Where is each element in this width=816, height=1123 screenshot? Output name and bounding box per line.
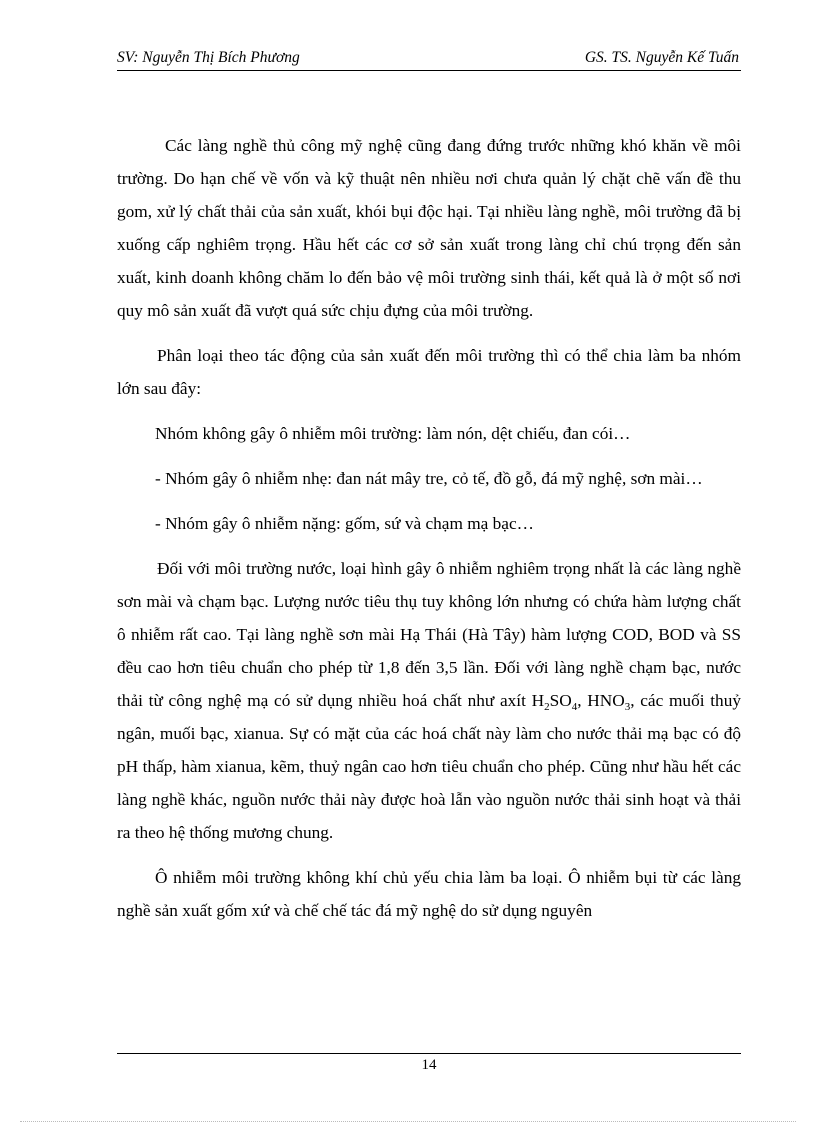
footer-divider	[117, 1053, 741, 1054]
subscript-hno3: 3	[624, 701, 631, 713]
page-number: 14	[421, 1057, 437, 1073]
header-supervisor-name: GS. TS. Nguyễn Kế Tuấn	[584, 49, 739, 66]
header-student-name: SV: Nguyễn Thị Bích Phương	[117, 49, 300, 66]
list-item-light-pollution: - Nhóm gây ô nhiễm nhẹ: đan nát mây tre, cỏ tế, đồ gỗ, đá mỹ nghệ, sơn mài…	[155, 469, 703, 488]
water-text-3: , HNO	[577, 691, 625, 710]
water-text-4: , các muối thuỷ ngân, muối bạc, xianua. Sự có mặt của các hoá chất này làm cho nước thải mạ bạc có độ pH thấp, hàm xianua, kẽm, thuỷ ngân cao hơn tiêu chuẩn cho phép. Cũng như hầu hết các làng nghề khác, nguồn nước thải này được hoà lẫn vào nguồn nước thải sinh hoạt và thải ra theo hệ thống mương chung.	[117, 691, 741, 842]
paragraph-air-pollution: Ô nhiễm môi trường không khí chủ yếu chia làm ba loại. Ô nhiễm bụi từ các làng nghề sản xuất gốm xứ và chế chế tác đá mỹ nghệ do sử dụng nguyên	[117, 868, 741, 920]
paragraph-water-pollution	[117, 552, 741, 849]
paragraph-classification-intro: Phân loại theo tác động của sản xuất đến môi trường thì có thể chia làm ba nhóm lớn sau đây:	[117, 346, 741, 398]
document-body	[117, 129, 741, 939]
paragraph-environment-issues: Các làng nghề thủ công mỹ nghệ cũng đang đứng trước những khó khăn về môi trường. Do hạn chế về vốn và kỹ thuật nên nhiều nơi chưa quản lý chặt chẽ vấn đề thu gom, xử lý chất thải của sản xuất, khói bụi độc hại. Tại nhiều làng nghề, môi trường đã bị xuống cấp nghiêm trọng. Hầu hết các cơ sở sản xuất trong làng chỉ chú trọng đến sản xuất, kinh doanh không chăm lo đến bảo vệ môi trường sinh thái, kết quả là ở một số nơi quy mô sản xuất đã vượt quá sức chịu đựng của môi trường.	[117, 136, 741, 320]
subscript-h2: 2	[544, 701, 550, 713]
list-item-no-pollution: Nhóm không gây ô nhiễm môi trường: làm nón, dệt chiếu, đan cói…	[155, 424, 631, 443]
water-text-1: Đối với môi trường nước, loại hình gây ô nhiễm nghiêm trọng nhất là các làng nghề sơn mài và chạm bạc. Lượng nước tiêu thụ tuy không lớn nhưng có chứa hàm lượng chất ô nhiễm rất cao. Tại làng nghề sơn mài Hạ Thái (Hà Tây) hàm lượng COD, BOD và SS đều cao hơn tiêu chuẩn cho phép từ 1,8 đến 3,5 lần. Đối với làng nghề chạm bạc, nước thải từ công nghệ mạ có sử dụng nhiều hoá chất như axít H	[117, 559, 741, 710]
water-text-2: SO	[549, 691, 572, 710]
page-bottom-edge	[20, 1121, 796, 1122]
page-header	[117, 48, 741, 71]
subscript-so4: 4	[571, 701, 578, 713]
list-item-heavy-pollution: - Nhóm gây ô nhiễm nặng: gốm, sứ và chạm mạ bạc…	[155, 514, 534, 533]
